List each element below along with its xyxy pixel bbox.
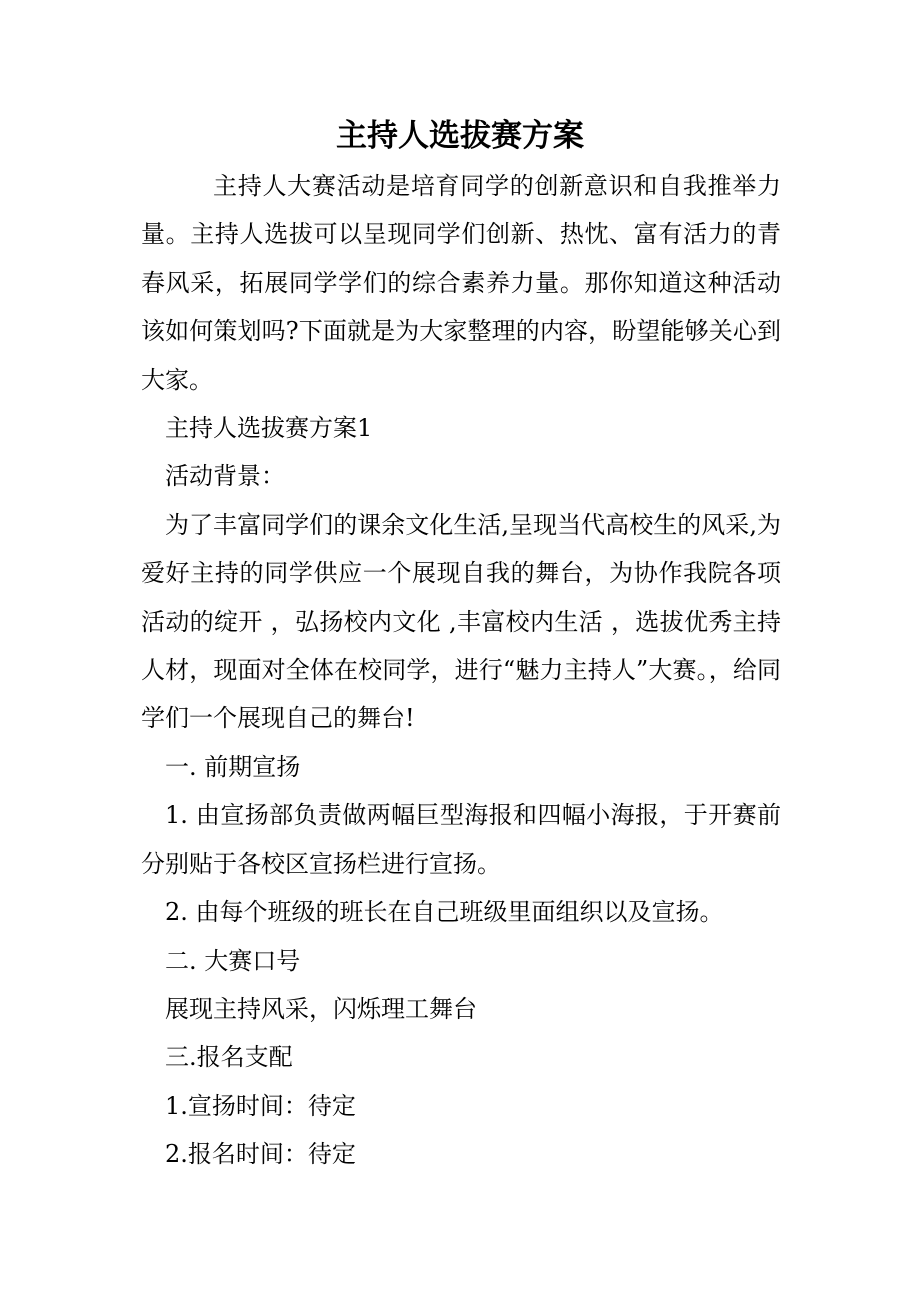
section-heading-background: 活动背景： xyxy=(165,462,285,491)
slogan-text: 展现主持风采，闪烁理工舞台 xyxy=(165,994,477,1023)
registration-item-1: 1.宣扬时间：待定 xyxy=(165,1091,356,1120)
registration-item-2: 2.报名时间：待定 xyxy=(165,1140,356,1169)
document-body xyxy=(141,162,781,1179)
intro-paragraph: 主持人大赛活动是培育同学的创新意识和自我推举力量。主持人选拔可以呈现同学们创新、热忱、富有活力的青春风采，拓展同学学们的综合素养力量。那你知道这种活动该如何策划吗?下面就是为大家整理的内容，盼望能够关心到大家。 xyxy=(141,172,781,394)
publicity-item-2: 2. 由每个班级的班长在自己班级里面组织以及宣扬。 xyxy=(165,898,724,927)
section-heading-slogan: 二. 大赛口号 xyxy=(165,946,301,975)
publicity-item-1: 1. 由宣扬部负责做两幅巨型海报和四幅小海报，于开赛前分别贴于各校区宣扬栏进行宣扬。 xyxy=(141,801,781,878)
document-title: 主持人选拔赛方案 xyxy=(336,118,584,154)
section-heading-registration: 三.报名支配 xyxy=(165,1043,293,1072)
section-heading-plan-1: 主持人选拔赛方案1 xyxy=(165,414,373,443)
section-heading-publicity: 一. 前期宣扬 xyxy=(165,752,301,781)
background-paragraph: 为了丰富同学们的课余文化生活,呈现当代高校生的风采,为爱好主持的同学供应一个展现自我的舞台，为协作我院各项活动的绽开 ，弘扬校内文化 ,丰富校内生活 ，选拔优秀主持人材，现面对全体在校同学，进行“魅力主持人”大赛。，给同学们一个展现自己的舞台! xyxy=(141,510,781,733)
